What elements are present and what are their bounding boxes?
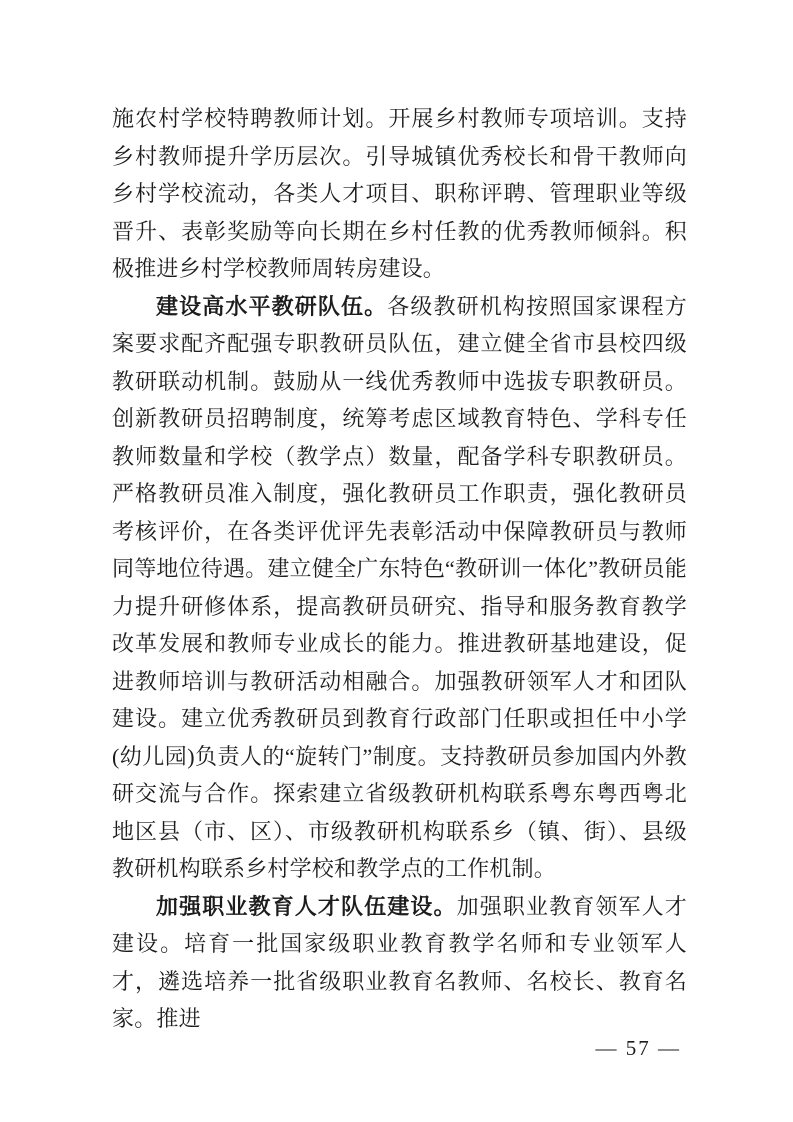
paragraph-3 xyxy=(112,888,687,1038)
paragraph-2 xyxy=(112,288,687,888)
page-number: — 57 — xyxy=(595,1036,681,1060)
paragraph-3-text: 加强职业教育领军人才建设。培育一批国家级职业教育教学名师和专业领军人才，遴选培养一批省级职业教育名教师、名校长、教育名家。推进 xyxy=(112,893,687,1031)
paragraph-1 xyxy=(112,100,687,288)
paragraph-2-lead: 建设高水平教研队伍。 xyxy=(156,293,388,319)
paragraph-1-text: 施农村学校特聘教师计划。开展乡村教师专项培训。支持乡村教师提升学历层次。引导城镇优秀校长和骨干教师向乡村学校流动，各类人才项目、职称评聘、管理职业等级晋升、表彰奖励等向长期在乡村任教的优秀教师倾斜。积极推进乡村学校教师周转房建设。 xyxy=(112,106,687,281)
paragraph-2-text: 各级教研机构按照国家课程方案要求配齐配强专职教研员队伍，建立健全省市县校四级教研联动机制。鼓励从一线优秀教师中选拔专职教研员。创新教研员招聘制度，统筹考虑区域教育特色、学科专任教师数量和学校（教学点）数量，配备学科专职教研员。严格教研员准入制度，强化教研员工作职责，强化教研员考核评价，在各类评优评先表彰活动中保障教研员与教师同等地位待遇。建立健全广东特色“教研训一体化”教研员能力提升研修体系，提高教研员研究、指导和服务教育教学改革发展和教师专业成长的能力。推进教研基地建设，促进教师培训与教研活动相融合。加强教研领军人才和团队建设。建立优秀教研员到教育行政部门任职或担任中小学(幼儿园)负责人的“旋转门”制度。支持教研员参加国内外教研交流与合作。探索建立省级教研机构联系粤东粤西粤北地区县（市、区）、市级教研机构联系乡（镇、街）、县级教研机构联系乡村学校和教学点的工作机制。 xyxy=(112,293,687,881)
document-body xyxy=(112,100,687,1038)
paragraph-3-lead: 加强职业教育人才队伍建设。 xyxy=(156,893,457,919)
